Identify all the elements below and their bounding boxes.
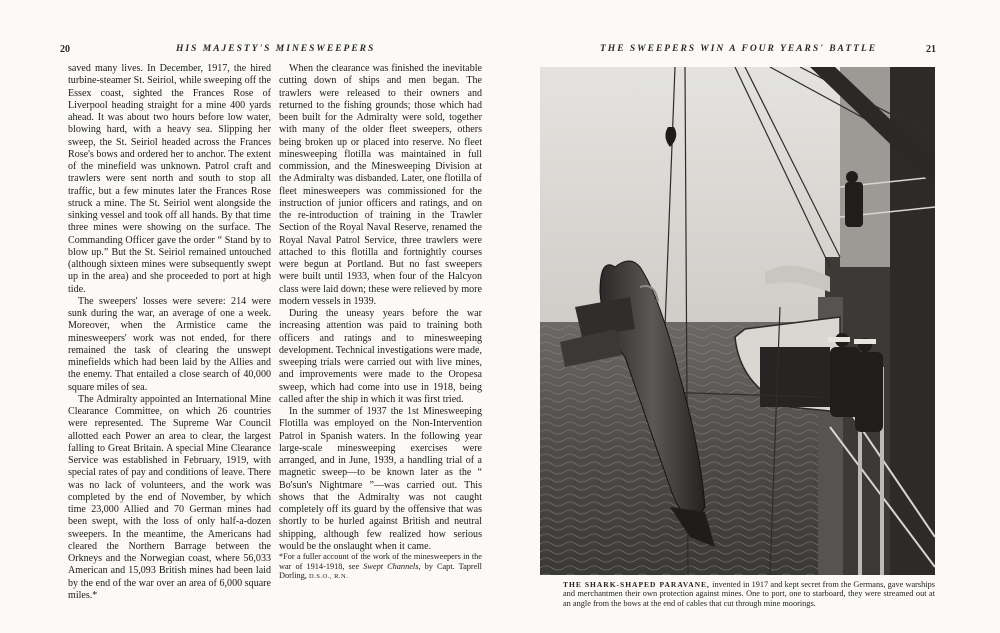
running-head-right: THE SWEEPERS WIN A FOUR YEARS' BATTLE xyxy=(600,44,878,54)
paragraph: In the summer of 1937 the 1st Minesweeping Flotilla was employed on the Non-Intervention Patrol in Spanish waters. In the following year large-scale minesweeping exercises were arranged, and in June, 1939, a handling trial of a magnetic sweep—to be known later as the “ Bo'sun's Nightmare ”—was carried out. This shows that the Admiralty was not caught completely off its guard by the offensive that was shortly to be hurled against British and neutral shipping, although few realized how serious would be the onslaught when it came. xyxy=(279,406,482,552)
footnote-honours: D.S.O., R.N. xyxy=(308,573,349,581)
paravane-photograph xyxy=(540,67,935,575)
footnote-author: by Capt. Taprell Dorling, xyxy=(279,561,482,581)
footnote-text: *For a fuller account of the work of the minesweepers in the war of 1914-1918, see xyxy=(279,552,482,571)
paragraph: The sweepers' losses were severe: 214 were sunk during the war, an average of one a week. Moreover, when the Armistice came the minesweepers' work was not ended, for there remained the task of clearing the unswept minefields which had been laid by the Allies and the enemy. That entailed a close search of 40,000 square miles of sea. xyxy=(68,295,271,393)
running-head-left: HIS MAJESTY'S MINESWEEPERS xyxy=(176,44,376,54)
text-column-2 xyxy=(279,63,482,553)
page-number-left: 20 xyxy=(60,44,70,55)
text-column-1 xyxy=(68,63,271,602)
page-number-right: 21 xyxy=(926,44,936,55)
paragraph: saved many lives. In December, 1917, the hired turbine-steamer St. Seiriol, while sweeping off the Essex coast, sighted the Frances Rose of Liverpool heading straight for a mine 400 yards ahead. It was about two hours before low water, blowing hard, with a heavy sea. Slipping her sweep, the St. Seiriol headed across the Frances Rose's bows and ordered her to anchor. The extent of the minefield was unknown. Patrol craft and trawlers were sent north and south to stop all traffic, but a few minutes later the Frances Rose struck a mine. The St. Seiriol went alongside the sinking vessel and took off all hands. By that time three mines were showing on the surface. The Commanding Officer gave the order “ Stand by to blow up.” But the St. Seiriol remained untouched (although sixteen mines were subsequently swept up in the area) and she proceeded to port at high tide. xyxy=(68,63,271,295)
paragraph: When the clearance was finished the inevitable cutting down of ships and men began. The trawlers were released to their owners and returned to the fishing grounds; those which had been built for the Admiralty were sold, together with many of the older fleet sweepers, others being broken up or placed into reserve. No fleet minesweeping flotilla was maintained in full commission, and the Minesweeping Division at the Admiralty was disbanded. Later, one flotilla of fleet minesweepers was commissioned for the instruction of junior officers and ratings, and on the re-introduction of training in the Trawler Section of the Royal Naval Reserve, renamed the Royal Naval Patrol Service, three trawlers were attached to this flotilla and fortnightly courses were begun at Portland. But no fast sweepers were built until 1933, when four of the Halcyon class were laid down; these were relieved by more modern vessels in 1939. xyxy=(279,63,482,307)
photo-caption xyxy=(563,580,935,608)
footnote-book-title: Swept Channels, xyxy=(363,561,421,571)
paragraph: The Admiralty appointed an International Mine Clearance Committee, on which 26 countries were represented. The Supreme War Council allotted each Power an area to clear, the largest falling to Great Britain. A special Mine Clearance Service was established in February, 1919, with special rates of pay and conditions of leave. There was no lack of volunteers, and the work was completed by the end of November, by which time 23,000 Allied and 70 German mines had been swept, with the loss of only half-a-dozen sweepers. In the meantime, the Americans had cleared the Northern Barrage between the Orkneys and the Norwegian coast, where 56,033 American and 15,093 British mines had been laid by the end of the war over an area of 6,000 square miles.* xyxy=(68,393,271,601)
paragraph: During the uneasy years before the war increasing attention was paid to training both officers and ratings and to minesweeping development. Technical investigations were made, sweeping trials were carried out with live mines, and improvements were made to the Oropesa sweep, which had come into use in 1918, being called after the ship in which it was first tried. xyxy=(279,308,482,405)
photo-illustration xyxy=(540,67,935,575)
caption-text: invented in 1917 and kept secret from the Germans, gave warships and merchantmen their own protection against mines. One to port, one to starboard, they were streamed out at an angle from the bows at the end of cables that cut through mine moorings. xyxy=(563,580,935,608)
footnote xyxy=(279,552,482,582)
caption-title: THE SHARK-SHAPED PARAVANE, xyxy=(563,580,710,589)
